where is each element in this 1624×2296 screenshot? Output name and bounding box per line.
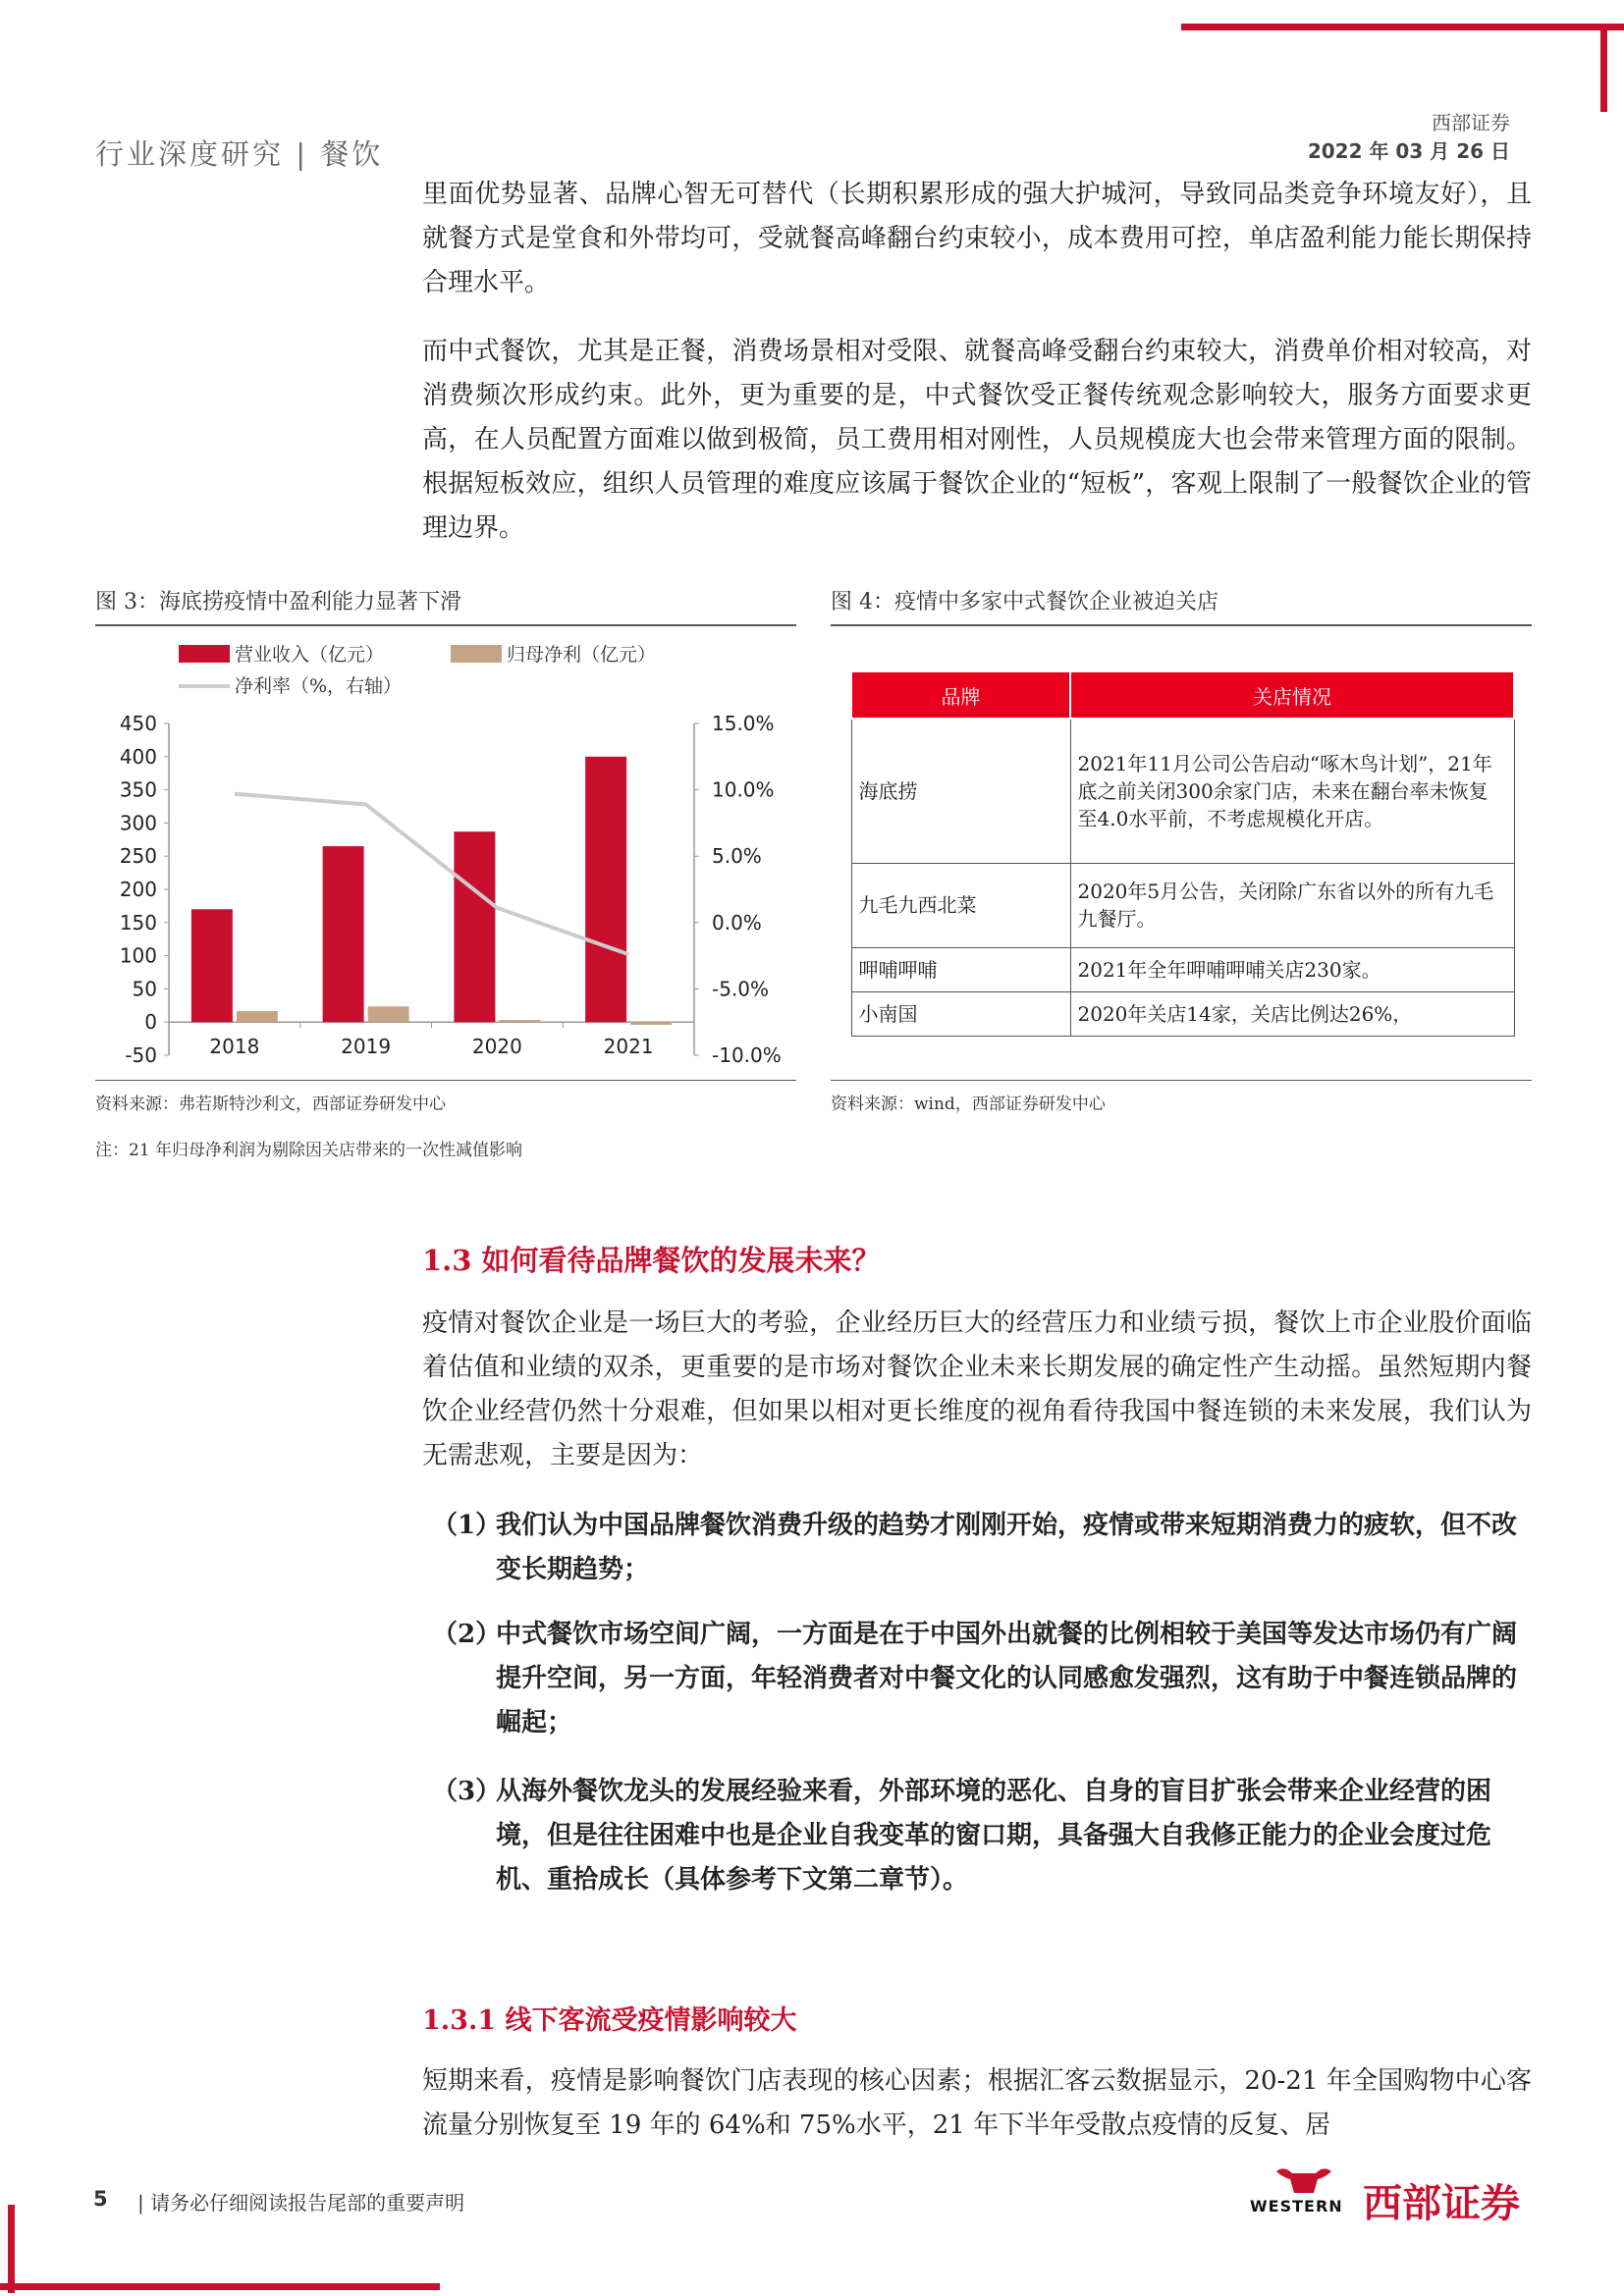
legend-revenue-label: 营业收入（亿元）	[235, 644, 385, 666]
tick-label-right: 15.0%	[712, 712, 775, 735]
section-heading-1-3: 1.3 如何看待品牌餐饮的发展未来？	[422, 1244, 881, 1277]
tick-label-right: 5.0%	[712, 844, 762, 869]
bar-profit-2021	[630, 1022, 672, 1025]
bar-profit-2019	[368, 1006, 409, 1022]
list-item-number: （2）	[432, 1620, 502, 1649]
line-net-margin	[235, 794, 628, 955]
table-header-row	[851, 671, 1514, 719]
table-cell-desc: 2020年关店14家，关店比例达26%，	[1070, 991, 1514, 1036]
tick-label-left: 450	[119, 712, 157, 735]
list-item-2	[432, 1613, 1532, 1745]
list-item-1	[432, 1504, 1532, 1592]
list-item-text: 我们认为中国品牌餐饮消费升级的趋势才刚刚开始，疫情或带来短期消费力的疲软，但不改变长期趋势；	[496, 1511, 1518, 1584]
paragraph-3: 疫情对餐饮企业是一场巨大的考验，企业经历巨大的经营压力和业绩亏损，餐饮上市企业股价面临着估值和业绩的双杀，更重要的是市场对餐饮企业未来长期发展的确定性产生动摇。虽然短期内餐饮企业经营仍然十分艰难，但如果以相对更长维度的视角看待我国中餐连锁的未来发展，我们认为无需悲观，主要是因为：	[422, 1308, 1532, 1470]
figure-4-bottom-rule	[831, 1080, 1532, 1081]
tick-label-right: 0.0%	[712, 910, 762, 934]
figure-3-title: 图 3：海底捞疫情中盈利能力显著下滑	[95, 590, 461, 614]
legend-revenue-swatch	[179, 645, 230, 663]
figure-3-bottom-rule	[95, 1080, 796, 1081]
tick-label-left: -50	[125, 1043, 157, 1067]
figure-4-top-rule	[831, 624, 1532, 626]
bull-logo-icon	[1274, 2163, 1333, 2197]
corner-decoration-top	[1181, 24, 1624, 30]
list-item-3	[432, 1770, 1532, 1902]
bar-profit-2018	[237, 1011, 278, 1022]
figure-4-source: 资料来源：wind，西部证券研发中心	[831, 1095, 1106, 1114]
table-row	[851, 863, 1514, 947]
figure-3-chart	[95, 633, 796, 1070]
tick-label-right: -5.0%	[712, 977, 770, 1001]
x-tick-label: 2018	[209, 1035, 260, 1058]
tick-label-right: 10.0%	[712, 777, 775, 802]
figure-3-note: 注：21 年归母净利润为剔除因关店带来的一次性减值影响	[95, 1141, 523, 1160]
section-heading-1-3-1: 1.3.1 线下客流受疫情影响较大	[422, 2005, 797, 2036]
tick-label-left: 150	[119, 910, 157, 934]
table-header-closure: 关店情况	[1070, 671, 1514, 719]
tick-label-left: 50	[132, 977, 157, 1001]
paragraph-4: 短期来看，疫情是影响餐饮门店表现的核心因素；根据汇客云数据显示，20-21 年全国购物中心客流量分别恢复至 19 年的 64%和 75%水平，21 年下半年受散点疫情的反复、居	[422, 2066, 1532, 2140]
table-header-brand: 品牌	[851, 671, 1070, 719]
table-row	[851, 719, 1514, 863]
corner-decoration-bottom	[0, 2283, 440, 2290]
header-date: 2022 年 03 月 26 日	[1307, 139, 1510, 163]
x-tick-label: 2021	[603, 1035, 654, 1058]
list-item-text: 从海外餐饮龙头的发展经验来看，外部环境的恶化、自身的盲目扩张会带来企业经营的困境，但是往往困难中也是企业自我变革的窗口期，具备强大自我修正能力的企业会度过危机、重拾成长（具体参考下文第二章节）。	[496, 1777, 1492, 1895]
table-cell-brand: 九毛九西北菜	[851, 863, 1070, 947]
table-row	[851, 991, 1514, 1036]
corner-decoration-bottom-vertical	[8, 2205, 15, 2293]
legend-margin-label: 净利率（%，右轴）	[235, 675, 403, 697]
figure-3-source: 资料来源：弗若斯特沙利文，西部证券研发中心	[95, 1095, 446, 1114]
header-company: 西部证券	[1432, 111, 1510, 134]
table-cell-brand: 小南国	[851, 991, 1070, 1036]
list-item-text: 中式餐饮市场空间广阔，一方面是在于中国外出就餐的比例相较于美国等发达市场仍有广阔提升空间，另一方面，年轻消费者对中餐文化的认同感愈发强烈，这有助于中餐连锁品牌的崛起；	[496, 1620, 1518, 1737]
paragraph-1: 里面优势显著、品牌心智无可替代（长期积累形成的强大护城河，导致同品类竞争环境友好），且就餐方式是堂食和外带均可，受就餐高峰翻台约束较小，成本费用可控，单店盈利能力能长期保持合理水平。	[422, 180, 1532, 297]
table-cell-desc: 2021年11月公司公告启动“啄木鸟计划”，21年底之前关闭300余家门店，未来在翻台率未恢复至4.0水平前，不考虑规模化开店。	[1070, 719, 1514, 863]
page-number: 5	[93, 2187, 108, 2211]
table-cell-brand: 呷哺呷哺	[851, 947, 1070, 991]
store-closure-table	[850, 670, 1515, 1037]
logo-chinese: 西部证券	[1363, 2181, 1520, 2226]
list-item-number: （1）	[432, 1511, 502, 1540]
table-cell-desc: 2021年全年呷哺呷哺关店230家。	[1070, 947, 1514, 991]
tick-label-left: 200	[119, 878, 157, 901]
x-tick-label: 2020	[471, 1035, 522, 1058]
tick-label-left: 100	[119, 943, 157, 968]
figure-4-title: 图 4：疫情中多家中式餐饮企业被迫关店	[831, 590, 1218, 614]
tick-label-left: 300	[119, 811, 157, 835]
list-item-number: （3）	[432, 1777, 502, 1806]
bar-revenue-2020	[454, 831, 495, 1022]
bar-profit-2020	[499, 1020, 540, 1022]
tick-label-right: -10.0%	[712, 1043, 782, 1067]
legend-profit-label: 归母净利（亿元）	[507, 644, 657, 666]
x-tick-label: 2019	[341, 1035, 392, 1058]
header-category: 行业深度研究 | 餐饮	[95, 137, 384, 171]
table-row	[851, 947, 1514, 991]
legend-profit-swatch	[451, 645, 502, 663]
table-cell-brand: 海底捞	[851, 719, 1070, 863]
tick-label-left: 250	[119, 844, 157, 869]
bar-revenue-2019	[323, 846, 364, 1022]
paragraph-2: 而中式餐饮，尤其是正餐，消费场景相对受限、就餐高峰受翻台约束较大，消费单价相对较高，对消费频次形成约束。此外，更为重要的是，中式餐饮受正餐传统观念影响较大，服务方面要求更高，在人员配置方面难以做到极简，员工费用相对刚性，人员规模庞大也会带来管理方面的限制。根据短板效应，组织人员管理的难度应该属于餐饮企业的“短板”，客观上限制了一般餐饮企业的管理边界。	[422, 337, 1532, 543]
corner-decoration-top-vertical	[1600, 24, 1607, 112]
bar-revenue-2018	[191, 909, 233, 1022]
bar-revenue-2021	[585, 757, 626, 1022]
tick-label-left: 400	[119, 744, 157, 769]
table-cell-desc: 2020年5月公告，关闭除广东省以外的所有九毛九餐厅。	[1070, 863, 1514, 947]
tick-label-left: 0	[144, 1010, 157, 1035]
logo-english: WESTERN	[1250, 2197, 1343, 2216]
tick-label-left: 350	[119, 777, 157, 802]
footer-disclaimer: | 请务必仔细阅读报告尾部的重要声明	[137, 2191, 465, 2215]
figure-3-top-rule	[95, 624, 796, 626]
